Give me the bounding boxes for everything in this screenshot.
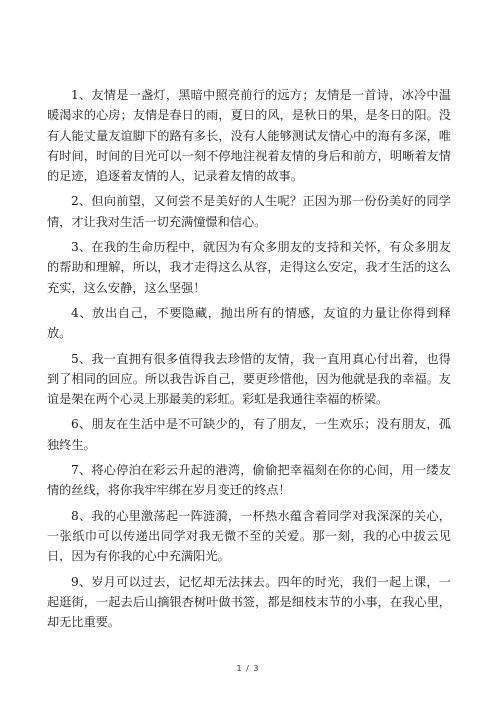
paragraph: 9、岁月可以过去，记忆却无法抹去。四年的时光，我们一起上课，一起逛街，一起去后山摘银杏树叶做书签，都是细枝末节的小事，在我心里，却无比重要。 (47, 574, 451, 630)
paragraph: 4、放出自己，不要隐藏，抛出所有的情感，友谊的力量让你得到释放。 (47, 305, 451, 341)
paragraph: 1、友情是一盏灯，黑暗中照亮前行的远方；友情是一首诗，冰冷中温暖渴求的心房；友情是春日的雨，夏日的风，是秋日的果，是冬日的阳。没有人能丈量友谊脚下的路有多长，没有人能够测试友情心中的海有多深，唯有时间，时间的目光可以一刻不停地注视着友情的身后和前方，明晰着友情的足迹，追逐着友情的人，记录着友情的故事。 (47, 88, 451, 184)
paragraph: 7、将心停泊在彩云升起的港湾，偷偷把幸福刻在你的心间，用一缕友情的丝线，将你我牢牢绑在岁月变迁的终点！ (47, 463, 451, 498)
paragraph: 5、我一直拥有很多值得我去珍惜的友情，我一直用真心付出着，也得到了相同的回应。所以我告诉自己，要更珍惜他，因为他就是我的幸福。友谊是架在两个心灵上那最美的彩虹。彩虹是我通往幸福的桥梁。 (47, 351, 451, 407)
paragraph: 6、朋友在生活中是不可缺少的，有了朋友，一生欢乐；没有朋友，孤独终生。 (47, 417, 451, 452)
paragraph: 2、但向前望，又何尝不是美好的人生呢？正因为那一份份美好的同学情，才让我对生活一切充满憧憬和信心。 (47, 194, 451, 229)
paragraph: 3、在我的生命历程中，就因为有众多朋友的支持和关怀，有众多朋友的帮助和理解，所以，我才走得这么从容，走得这么安定，我才生活的这么充实，这么安静，这么坚强！ (47, 240, 451, 295)
paragraph: 8、我的心里激荡起一阵涟漪，一杯热水蕴含着同学对我深深的关心，一张纸巾可以传递出同学对我无微不至的关爱。那一刻，我的心中拔云见日，因为有你我的心中充满阳光。 (47, 508, 451, 564)
document-body (47, 85, 451, 637)
page-number: 1 / 3 (236, 664, 260, 673)
